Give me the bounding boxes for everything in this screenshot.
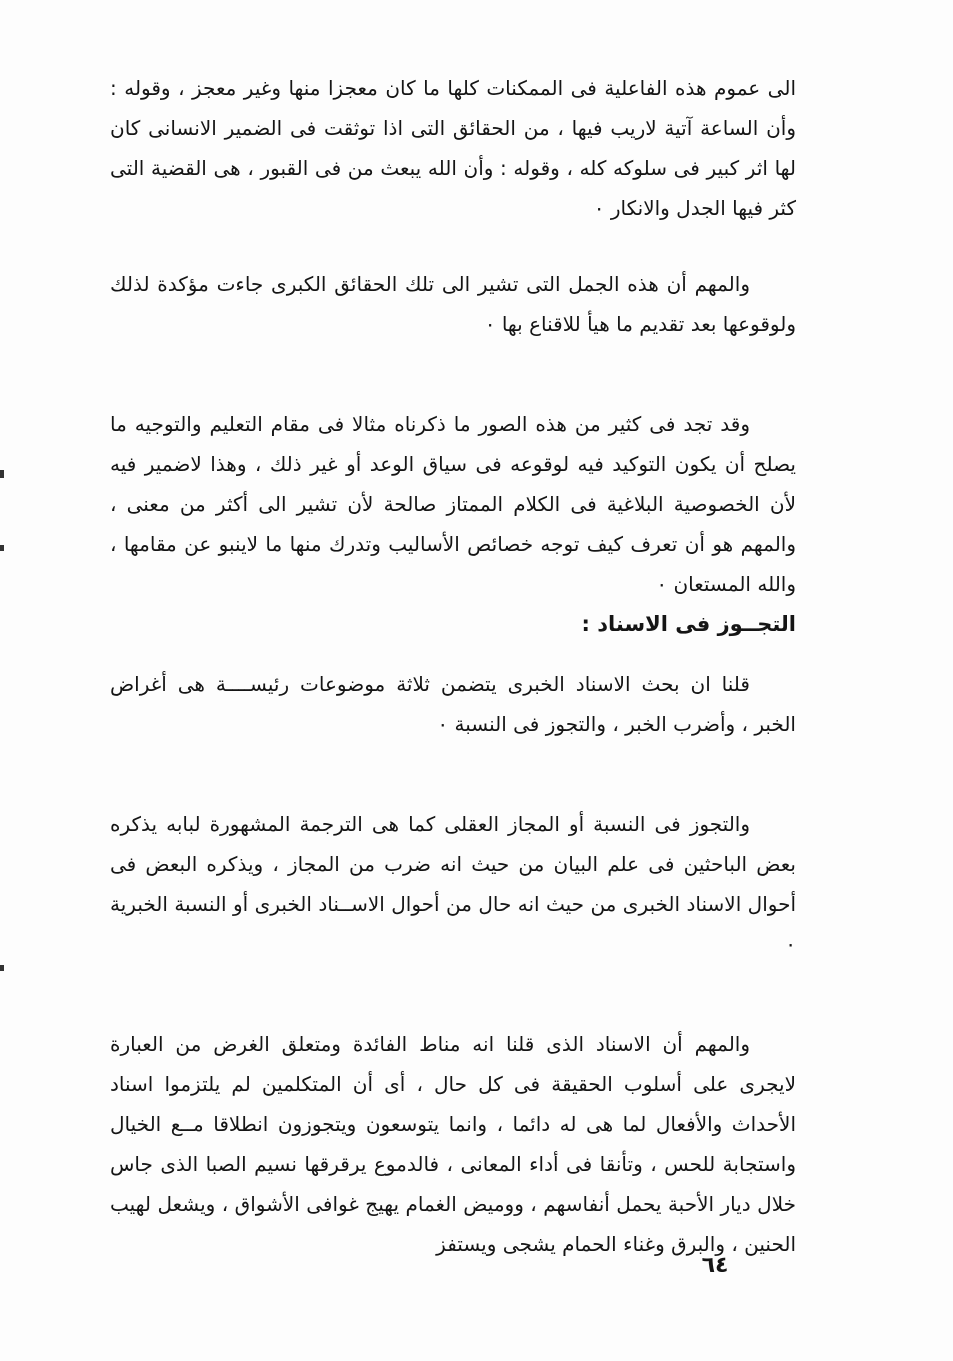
paragraph-5: والتجوز فى النسبة أو المجاز العقلى كما هى الترجمة المشهورة لبابه يذكره بعض الباحثين فى علم البيان من حيث انه ضرب من المجاز ، ويذكره البعض فى أحوال الاسناد الخبرى من حيث انه حال من أحوال الاســناد الخبرى أو النسبة الخبرية ٠ (110, 812, 796, 956)
paragraph-1: الى عموم هذه الفاعلية فى الممكنات كلها ما كان معجزا منها وغير معجز ، وقوله : وأن الساعة آتية لاريب فيها ، من الحقائق التى اذا توثقت فى الضمير الانسانى كان لها اثر كبير فى سلوكه كله ، وقوله : وأن الله يبعث من فى القبور ، هى القضية التى كثر فيها الجدل والانكار ٠ (110, 76, 796, 220)
scan-edge-mark (0, 545, 4, 551)
paragraph-3: وقد تجد فى كثير من هذه الصور ما ذكرناه مثالا فى مقام التعليم والتوجيه ما يصلح أن يكون التوكيد فيه لوقوعه فى سياق الوعد أو غير ذلك ، وهذا لاضمير فيه لأن الخصوصية البلاغية فى الكلام الممتاز صالحة لأن تشير الى أكثر من معنى ، والمهم هو أن تعرف كيف توجه خصائص الأساليب وتدرك منها ما لاينبو عن مقامها ، والله المستعان ٠ (110, 412, 796, 596)
scan-edge-mark (0, 965, 4, 971)
paragraph-6: والمهم أن الاسناد الذى قلنا انه مناط الفائدة ومتعلق الغرض من العبارة لايجرى على أسلوب الحقيقة فى كل حال ، أى أن المتكلمين لم يلتزموا اسناد الأحداث والأفعال لما هى له دائما ، وانما يتوسعون ويتجوزون انطلاقا مــع الخيال واستجابة للحس ، وتأنقا فى أداء المعانى ، فالدموع يرقرقها نسيم الصبا الذى جاس خلال ديار الأحبة يحمل أنفاسهم ، ووميض الغمام يهيج غوافى الأشواق ، ويشعل لهيب الحنين ، والبرق وغناء الحمام يشجى ويستفز (110, 1032, 796, 1256)
page-number: ٦٤ (701, 1253, 729, 1278)
paragraph-2: والمهم أن هذه الجمل التى تشير الى تلك الحقائق الكبرى جاءت مؤكدة لذلك ولوقوعها بعد تقديم ما هيأ للاقناع بها ٠ (110, 272, 796, 336)
paragraph-4: قلنا ان بحث الاسناد الخبرى يتضمن ثلاثة موضوعات رئيســــة هى أغراض الخبر ، وأضرب الخبر ، والتجوز فى النسبة ٠ (110, 672, 796, 736)
scan-edge-mark (0, 470, 4, 478)
page-body (110, 68, 796, 1264)
section-heading: التجــوز فى الاسناد : (581, 612, 796, 636)
